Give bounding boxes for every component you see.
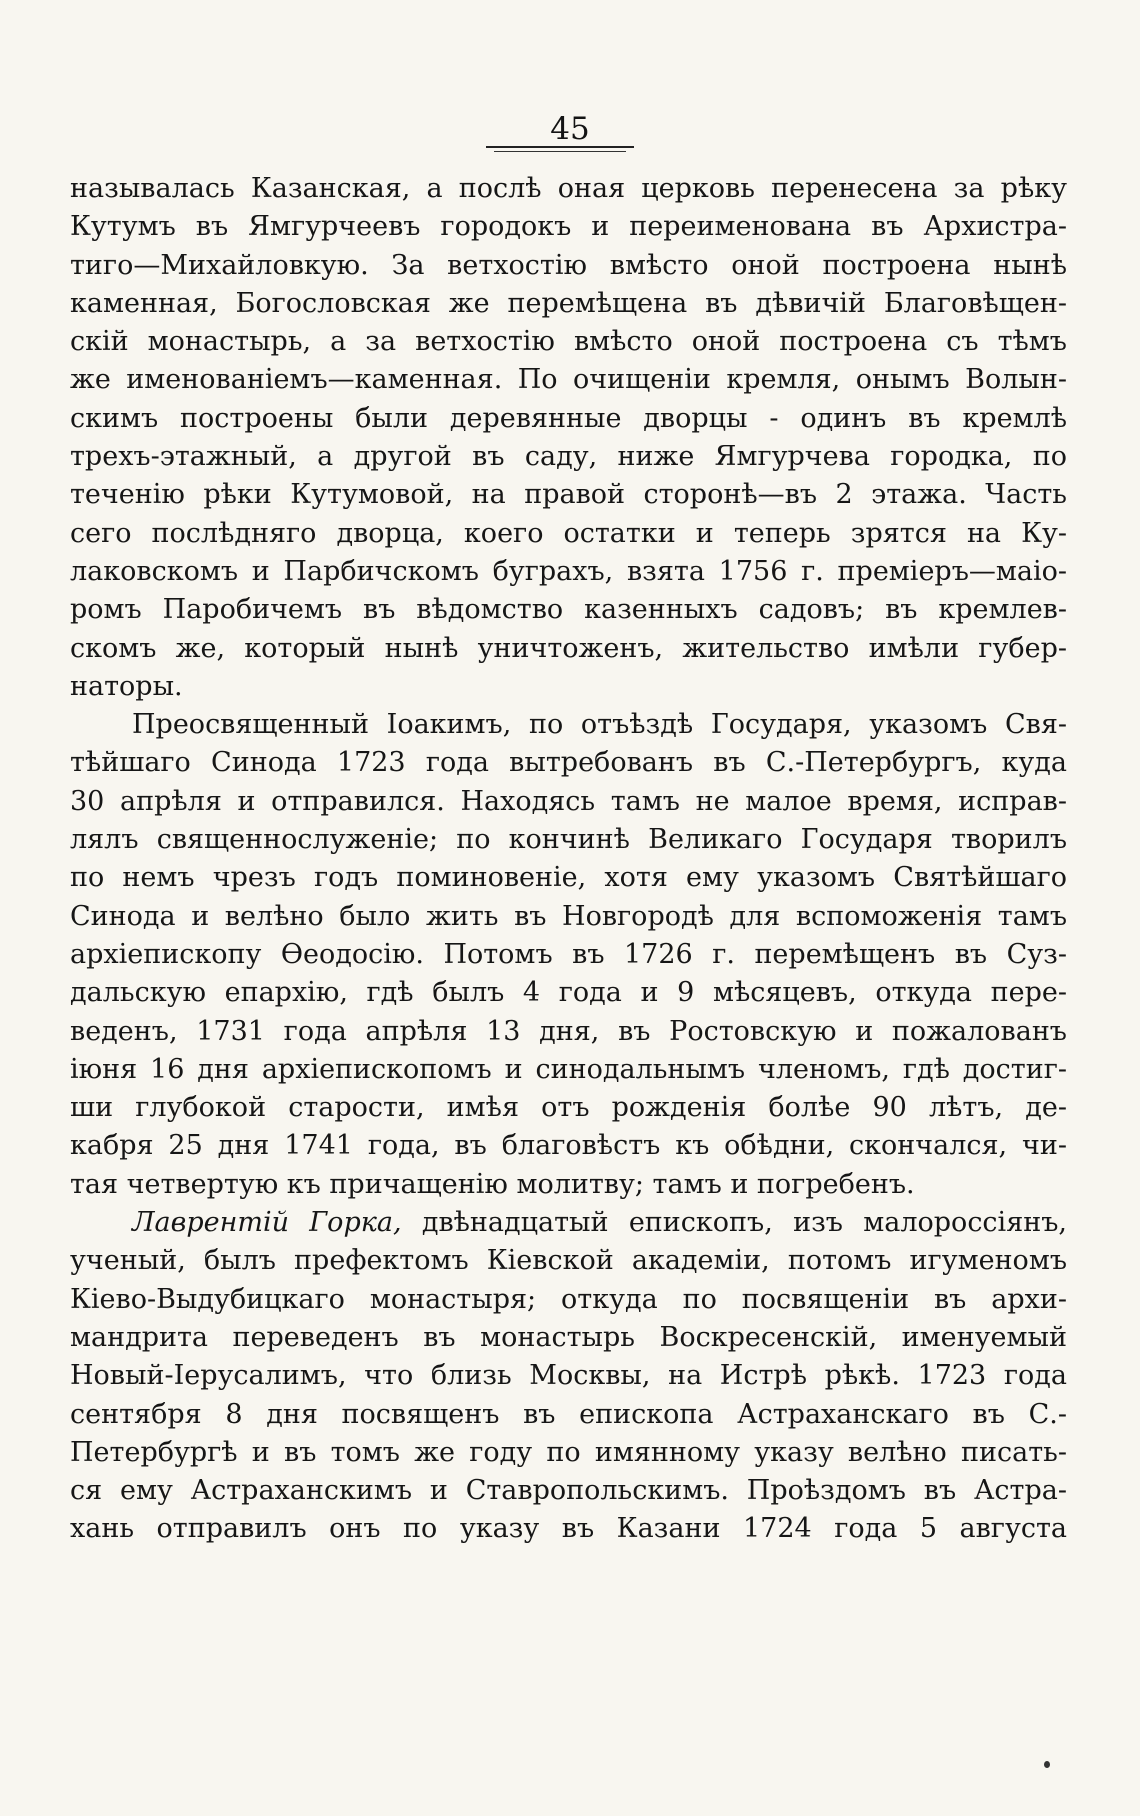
header-rule	[486, 146, 634, 148]
body-text	[70, 170, 1067, 1549]
text-line: мандрита переведенъ въ монастырь Воскресенскій, именуемый	[70, 1321, 1067, 1353]
text-line: теченію рѣки Кутумовой, на правой сторонѣ—въ 2 этажа. Часть	[70, 479, 1067, 511]
text-line: по немъ чрезъ годъ поминовеніе, хотя ему указомъ Святѣйшаго	[70, 862, 1067, 894]
print-speck	[1044, 1761, 1050, 1768]
text-line: Петербургѣ и въ томъ же году по имянному указу велѣно писать-	[70, 1436, 1067, 1468]
text-line: архіепископу Ѳеодосію. Потомъ въ 1726 г. перемѣщенъ въ Суз-	[70, 938, 1067, 970]
text-line: 30 апрѣля и отправился. Находясь тамъ не малое время, исправ-	[70, 785, 1067, 817]
text-line: ученый, былъ префектомъ Кіевской академіи, потомъ игуменомъ	[70, 1245, 1067, 1277]
text-line: веденъ, 1731 года апрѣля 13 дня, въ Ростовскую и пожалованъ	[70, 1015, 1067, 1047]
text-line: хань отправилъ онъ по указу въ Казани 1724 года 5 августа	[70, 1513, 1067, 1545]
page-number: 45	[550, 111, 590, 147]
text-line: кабря 25 дня 1741 года, въ благовѣстъ къ обѣдни, скончался, чи-	[70, 1130, 1067, 1162]
text-line: тѣйшаго Синода 1723 года вытребованъ въ С.-Петербургъ, куда	[70, 747, 1067, 779]
text-line: лаковскомъ и Парбичскомъ буграхъ, взята 1756 г. премiеръ—маiо-	[70, 555, 1067, 587]
paragraph-lavrentiy	[70, 1204, 1067, 1549]
text-line: Кіево-Выдубицкаго монастыря; откуда по посвященіи въ архи-	[70, 1283, 1067, 1315]
text-line	[70, 1204, 1067, 1242]
text-line: называлась Казанская, а послѣ оная церковь перенесена за рѣку	[70, 173, 1067, 204]
page-header	[0, 112, 1140, 146]
text-line: тиго—Михайловкую. За ветхостію вмѣсто оной построена нынѣ	[70, 249, 1067, 281]
text-line: ся ему Астраханскимъ и Ставропольскимъ. Проѣздомъ въ Астра-	[70, 1475, 1067, 1507]
text-line: сентября 8 дня посвященъ въ епископа Астраханскаго въ С.-	[70, 1398, 1067, 1430]
text-line: тая четвертую къ причащенію молитву; тамъ и погребенъ.	[70, 1168, 915, 1200]
text-line: скій монастырь, а за ветхостію вмѣсто оной построена съ тѣмъ	[70, 326, 1067, 358]
text-line: ромъ Паробичемъ въ вѣдомство казенныхъ садовъ; въ кремлев-	[70, 594, 1067, 626]
text-line: скомъ же, который нынѣ уничтоженъ, жительство имѣли губер-	[70, 632, 1067, 664]
paragraph-ioakim	[70, 706, 1067, 1204]
text-line: Новый-Іерусалимъ, что близь Москвы, на Истрѣ рѣкѣ. 1723 года	[70, 1360, 1067, 1392]
text-line: дальскую епархію, гдѣ былъ 4 года и 9 мѣсяцевъ, откуда пере-	[70, 977, 1067, 1009]
text-line: іюня 16 дня архіепископомъ и синодальнымъ членомъ, гдѣ достиг-	[70, 1053, 1067, 1085]
text-line: скимъ построены были деревянные дворцы - одинъ въ кремлѣ	[70, 402, 1067, 434]
text-line: Преосвященный Іоакимъ, по отъѣздѣ Государя, указомъ Свя-	[132, 709, 1067, 741]
bishop-name: Лаврентій Горка,	[132, 1207, 402, 1239]
text-line: лялъ священнослуженіе; по кончинѣ Великаго Государя творилъ	[70, 824, 1067, 856]
text-line: каменная, Богословская же перемѣщена въ дѣвичій Благовѣщен-	[70, 287, 1067, 319]
text-line: ши глубокой старости, имѣя отъ рожденія болѣе 90 лѣтъ, де-	[70, 1092, 1067, 1124]
text-line-rest: двѣнадцатый епископъ, изъ малороссіянъ,	[401, 1207, 1067, 1239]
text-line: же именованіемъ—каменная. По очищеніи кремля, онымъ Волын-	[70, 364, 1067, 396]
text-line: Кутумъ въ Ямгурчеевъ городокъ и переименована въ Архистра-	[70, 211, 1067, 243]
text-line: Синода и велѣно было жить въ Новгородѣ для вспоможенія тамъ	[70, 900, 1067, 932]
text-line: сего послѣдняго дворца, коего остатки и теперь зрятся на Ку-	[70, 517, 1067, 549]
paragraph-kazan-church	[70, 170, 1067, 706]
text-line: трехъ-этажный, а другой въ саду, ниже Ямгурчева городка, по	[70, 441, 1067, 473]
text-line: наторы.	[70, 670, 183, 702]
header-rule-thin	[494, 151, 626, 152]
